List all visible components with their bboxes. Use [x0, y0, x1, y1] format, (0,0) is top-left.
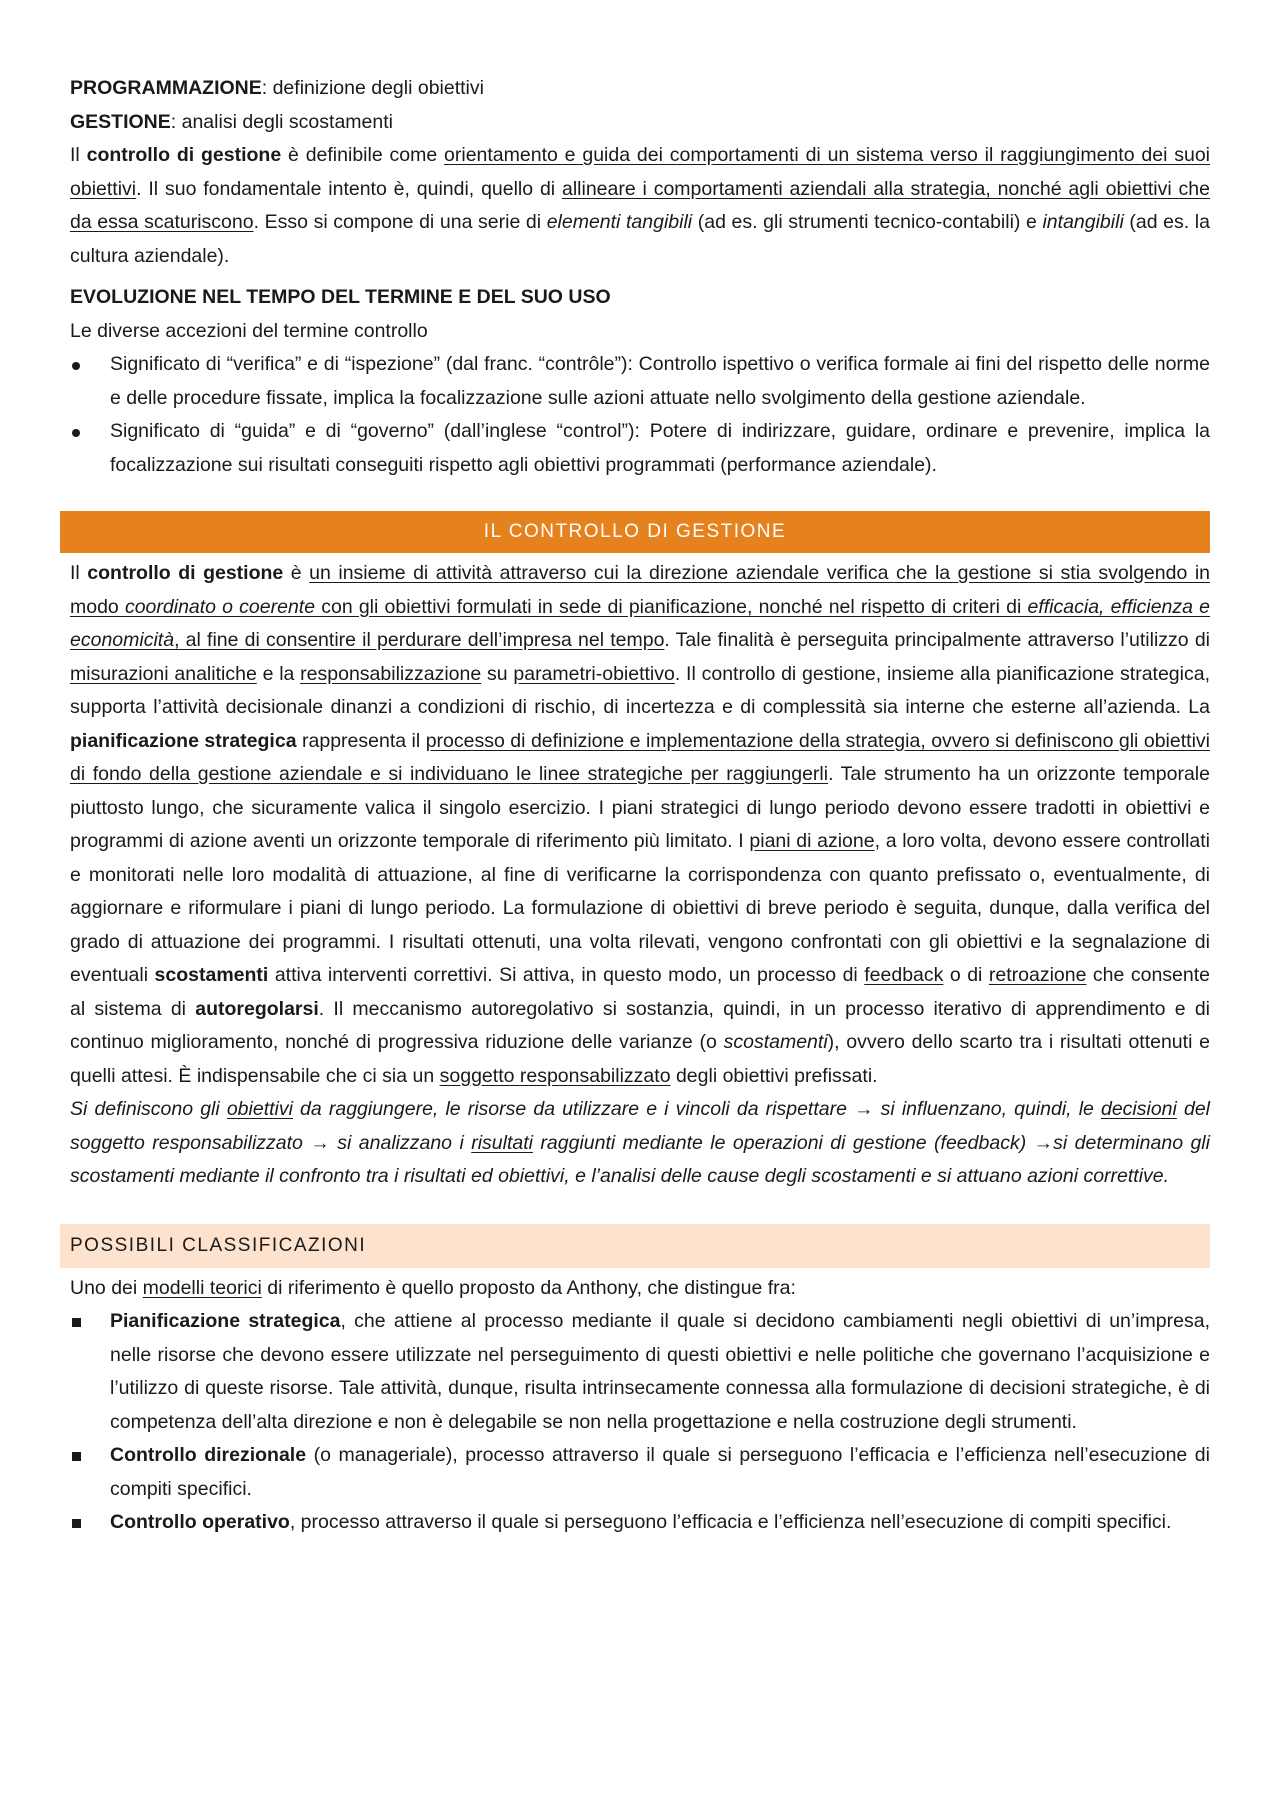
text-span: Il: [70, 144, 87, 166]
underlined-phrase: orientamento e guida dei comportamenti di un sistema verso il raggiungimento dei suoi obiettivi: [70, 144, 1211, 200]
text-span: del soggetto responsabilizzato: [70, 1098, 1211, 1154]
bold-term: Controllo operativo: [110, 1511, 290, 1533]
bold-term: controllo di gestione: [86, 144, 282, 166]
bullet-square-icon: [72, 1506, 102, 1540]
text-span: degli obiettivi prefissati.: [670, 1064, 878, 1087]
text-span: o di: [943, 964, 989, 986]
list-item: [70, 348, 1210, 415]
italic-term: intangibili: [1042, 211, 1124, 233]
evoluzione-subtitle: Le diverse accezioni del termine controllo: [70, 319, 428, 342]
list-item-text: , processo attraverso il quale si perseguono l’efficacia e l’efficienza nell’esecuzione di compiti specifici.: [289, 1511, 1172, 1533]
text-span: si influenzano, quindi, le: [873, 1098, 1101, 1120]
programmazione-line: [70, 72, 1210, 106]
underlined-phrase: processo di definizione e implementazione della strategia, ovvero si definiscono gli obiettivi di fondo della gestione aziendale e si individuano le linee strategiche per raggiungerli: [70, 729, 1210, 785]
text-span: di riferimento è quello proposto da Anthony, che distingue fra:: [261, 1276, 796, 1299]
classificazioni-list: [70, 1305, 1210, 1540]
arrow-right-icon: →: [854, 1098, 874, 1120]
list-item: [70, 415, 1210, 482]
gestione-text: : analisi degli scostamenti: [170, 110, 393, 133]
underlined-phrase: , al fine di consentire il perdurare dell’impresa nel tempo: [174, 629, 665, 651]
underlined-italic-phrase: coordinato o coerente: [124, 595, 316, 618]
underlined-phrase: decisioni: [1100, 1098, 1177, 1120]
document-content: [70, 72, 1210, 1540]
text-span: si analizzano i: [329, 1131, 472, 1154]
gestione-line: [70, 106, 1210, 140]
controllo-paragraph: [70, 557, 1210, 1093]
underlined-phrase: misurazioni analitiche: [70, 662, 257, 685]
bold-term: pianificazione strategica: [70, 729, 297, 752]
underlined-phrase: con gli obiettivi formulati in sede di pianificazione, nonché nel rispetto di criteri di: [315, 595, 1028, 618]
underlined-phrase: feedback: [864, 964, 944, 986]
underlined-phrase: un insieme di attività attraverso cui la direzione aziendale verifica che la gestione si stia svolgendo in modo: [70, 562, 1210, 618]
text-span: Il: [70, 562, 88, 584]
process-summary-paragraph: [70, 1093, 1210, 1194]
section-band-controllo: IL CONTROLLO DI GESTIONE: [60, 511, 1210, 553]
arrow-right-icon: →: [310, 1131, 330, 1154]
list-item: [70, 1305, 1210, 1439]
text-span: (ad es. la cultura aziendale).: [70, 211, 1210, 267]
text-span: . Il suo fondamentale intento è, quindi, quello di: [136, 177, 562, 200]
italic-term: elementi tangibili: [546, 211, 693, 233]
text-span: e la: [256, 662, 301, 685]
text-span: ), ovvero dello scarto tra i risultati ottenuti e quelli attesi. È indispensabile che ci sia un: [70, 1031, 1210, 1087]
underlined-phrase: obiettivi: [226, 1098, 293, 1120]
list-item-text: Significato di “guida” e di “governo” (dall’inglese “control”): Potere di indirizzare, guidare, ordinare e prevenire, implica la focalizzazione sui risultati conseguiti rispetto agli obiettivi programmati (performance aziendale).: [110, 420, 1210, 476]
underlined-phrase: risultati: [471, 1131, 533, 1154]
underlined-phrase: modelli teorici: [142, 1276, 262, 1299]
text-span: è: [283, 562, 310, 584]
text-span: Uno dei: [70, 1276, 143, 1299]
definition-paragraph: [70, 139, 1210, 273]
list-item-text: Significato di “verifica” e di “ispezione” (dal franc. “contrôle”): Controllo ispettivo o verifica formale ai fini del rispetto delle norme e delle procedure fissate, implica la focalizzazione sulle azioni attuate nello svolgimento della gestione aziendale.: [110, 353, 1210, 409]
arrow-right-icon: →: [1033, 1131, 1054, 1154]
text-span: è definibile come: [281, 144, 445, 166]
bullet-square-icon: [72, 1305, 102, 1339]
text-span: raggiunti mediante le operazioni di gestione (feedback): [532, 1131, 1034, 1154]
text-span: che consente al sistema di: [70, 964, 1211, 1020]
bold-term: Controllo direzionale: [110, 1444, 307, 1466]
bold-term: autoregolarsi: [195, 997, 319, 1020]
section-band-classificazioni: POSSIBILI CLASSIFICAZIONI: [60, 1224, 1210, 1268]
underlined-phrase: responsabilizzazione: [300, 662, 482, 685]
text-span: . Il meccanismo autoregolativo si sostanzia, quindi, in un processo iterativo di apprendimento e di continuo miglioramento, nonché di progressiva riduzione delle varianze (o: [70, 997, 1211, 1053]
list-item-text: (o manageriale), processo attraverso il quale si perseguono l’efficacia e l’efficienza nell’esecuzione di compiti specifici.: [110, 1444, 1210, 1500]
bold-term: Pianificazione strategica: [110, 1310, 341, 1332]
bullet-dot-icon: [72, 348, 102, 382]
bold-term: controllo di gestione: [87, 562, 284, 584]
evoluzione-list: [70, 348, 1210, 482]
underlined-phrase: piani di azione: [749, 830, 875, 852]
underlined-phrase: parametri-obiettivo: [513, 662, 675, 685]
text-span: . Tale finalità è perseguita principalmente attraverso l’utilizzo di: [664, 629, 1211, 651]
list-item: [70, 1439, 1210, 1506]
programmazione-text: : definizione degli obiettivi: [261, 77, 484, 99]
italic-term: scostamenti: [723, 1031, 828, 1053]
bold-term: scostamenti: [154, 964, 269, 986]
underlined-phrase: retroazione: [988, 964, 1087, 986]
programmazione-label: PROGRAMMAZIONE: [70, 77, 262, 99]
text-span: attiva interventi correttivi. Si attiva, in questo modo, un processo di: [268, 964, 865, 986]
text-span: rappresenta il: [296, 729, 426, 752]
text-span: , a loro volta, devono essere controllati e monitorati nelle loro modalità di attuazione, al fine di verificarne la corrispondenza con quanto prefissato o, eventualmente, di aggiornare e riformulare i piani di lungo periodo. La formulazione di obiettivi di breve periodo è seguita, dunque, dalla verifica del grado di attuazione dei programmi. I risultati ottenuti, una volta rilevati, vengono confrontati con gli obiettivi e la segnalazione di eventuali: [70, 830, 1211, 986]
text-span: su: [481, 662, 514, 685]
gestione-label: GESTIONE: [70, 110, 171, 133]
list-item-text: , che attiene al processo mediante il quale si decidono cambiamenti negli obiettivi di un’impresa, nelle risorse che devono essere utilizzate nel perseguimento di questi obiettivi e nelle politiche che governano l’acquisizione e l’utilizzo di queste risorse. Tale attività, dunque, risulta intrinsecamente connessa alla formulazione di decisioni strategiche, è di competenza dell’alta direzione e non è delegabile se non nella progettazione e nella costruzione degli strumenti.: [110, 1310, 1210, 1433]
bullet-dot-icon: [72, 415, 102, 449]
evoluzione-heading: EVOLUZIONE NEL TEMPO DEL TERMINE E DEL SUO USO: [70, 286, 611, 308]
bullet-square-icon: [72, 1439, 102, 1473]
classificazioni-intro: [70, 1272, 1210, 1306]
underlined-phrase: soggetto responsabilizzato: [439, 1064, 671, 1087]
text-span: Si definiscono gli: [70, 1098, 227, 1120]
text-span: . Esso si compone di una serie di: [253, 211, 547, 233]
list-item: [70, 1506, 1210, 1540]
text-span: . Il controllo di gestione, insieme alla pianificazione strategica, supporta l’attività decisionale dinanzi a condizioni di rischio, di incertezza e di complessità sia interne che esterne all’azienda. La: [70, 662, 1210, 718]
underlined-italic-phrase: efficacia, efficienza e economicità: [70, 595, 1210, 651]
text-span: (ad es. gli strumenti tecnico-contabili) e: [692, 211, 1043, 233]
text-span: si determinano gli scostamenti mediante il confronto tra i risultati ed obiettivi, e l’analisi delle cause degli scostamenti e si attuano azioni correttive.: [70, 1131, 1210, 1187]
text-span: . Tale strumento ha un orizzonte temporale piuttosto lungo, che sicuramente valica il singolo esercizio. I piani strategici di lungo periodo devono essere tradotti in obiettivi e programmi di azione aventi un orizzonte temporale di riferimento più limitato. I: [70, 763, 1210, 852]
text-span: da raggiungere, le risorse da utilizzare e i vincoli da rispettare: [292, 1098, 855, 1120]
underlined-phrase: allineare i comportamenti aziendali alla strategia, nonché agli obiettivi che da essa scaturiscono: [70, 177, 1210, 233]
